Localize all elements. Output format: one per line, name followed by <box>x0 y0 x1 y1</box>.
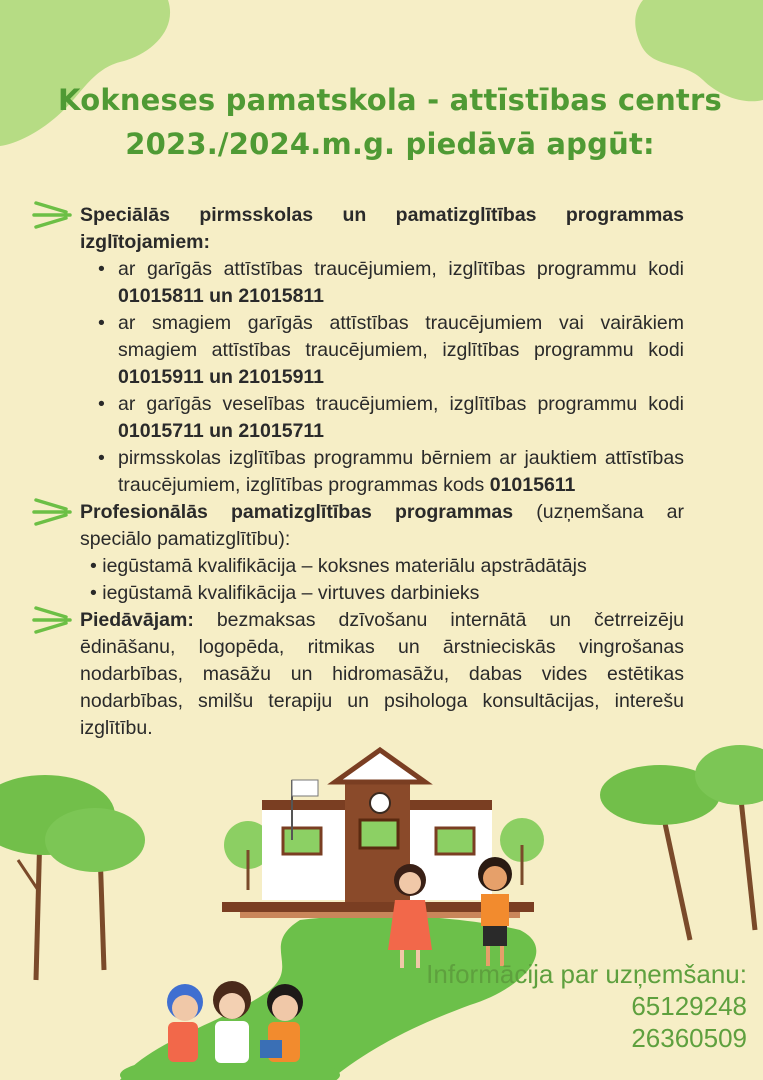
list-item: • ar garīgās attīstības traucējumiem, izglītības programmu kodi 01015811 un 21015811 <box>118 256 684 310</box>
admission-info-label: Informācija par uzņemšanu: <box>426 959 747 989</box>
school-building-illustration <box>222 750 534 918</box>
section-vocational-programs <box>80 499 684 607</box>
main-content <box>80 202 684 742</box>
phone-number-1: 65129248 <box>631 991 747 1021</box>
section-2-heading: Profesionālās pamatizglītības programmas (uzņemšana ar speciālo pamatizglītību): <box>80 501 684 550</box>
admission-info <box>426 958 747 1054</box>
list-item: • ar garīgās veselības traucējumiem, izglītības programmu kodi 01015711 un 21015711 <box>118 391 684 445</box>
title-line-2: 2023./2024.m.g. piedāvā apgūt: <box>125 127 655 161</box>
phone-number-2: 26360509 <box>631 1023 747 1053</box>
arrow-lines-icon <box>32 602 74 638</box>
arrow-lines-icon <box>32 197 74 233</box>
section-2-list <box>80 553 684 607</box>
list-item: • pirmsskolas izglītības programmu bērniem ar jauktiem attīstības traucējumiem, izglītības programmas kods 01015611 <box>118 445 684 499</box>
section-1-heading: Speciālās pirmsskolas un pamatizglītības programmas izglītojamiem: <box>80 204 684 253</box>
section-1-list <box>80 256 684 499</box>
offers-paragraph: Piedāvājam: bezmaksas dzīvošanu internātā un četrreizēju ēdināšanu, logopēda, ritmikas un ārstnieciskās vingrošanas nodarbības, masāžu un hidromasāžu, dabas vides estētikas nodarbības, smilšu terapiju un psihologa konsultācijas, interešu izglītību. <box>80 609 684 739</box>
section-offers <box>80 607 684 742</box>
arrow-lines-icon <box>32 494 74 530</box>
list-item: • iegūstamā kvalifikācija – virtuves darbinieks <box>90 582 480 604</box>
list-item: • iegūstamā kvalifikācija – koksnes materiālu apstrādātājs <box>90 555 587 577</box>
tree-illustration <box>0 775 145 980</box>
section-special-programs <box>80 202 684 499</box>
page-title <box>40 78 740 166</box>
title-line-1: Kokneses pamatskola - attīstības centrs <box>58 83 722 117</box>
tree-illustration <box>600 745 763 940</box>
list-item: • ar smagiem garīgās attīstības traucējumiem vai vairākiem smagiem attīstības traucējumiem, izglītības programmu kodi 01015911 un 21015911 <box>118 310 684 391</box>
